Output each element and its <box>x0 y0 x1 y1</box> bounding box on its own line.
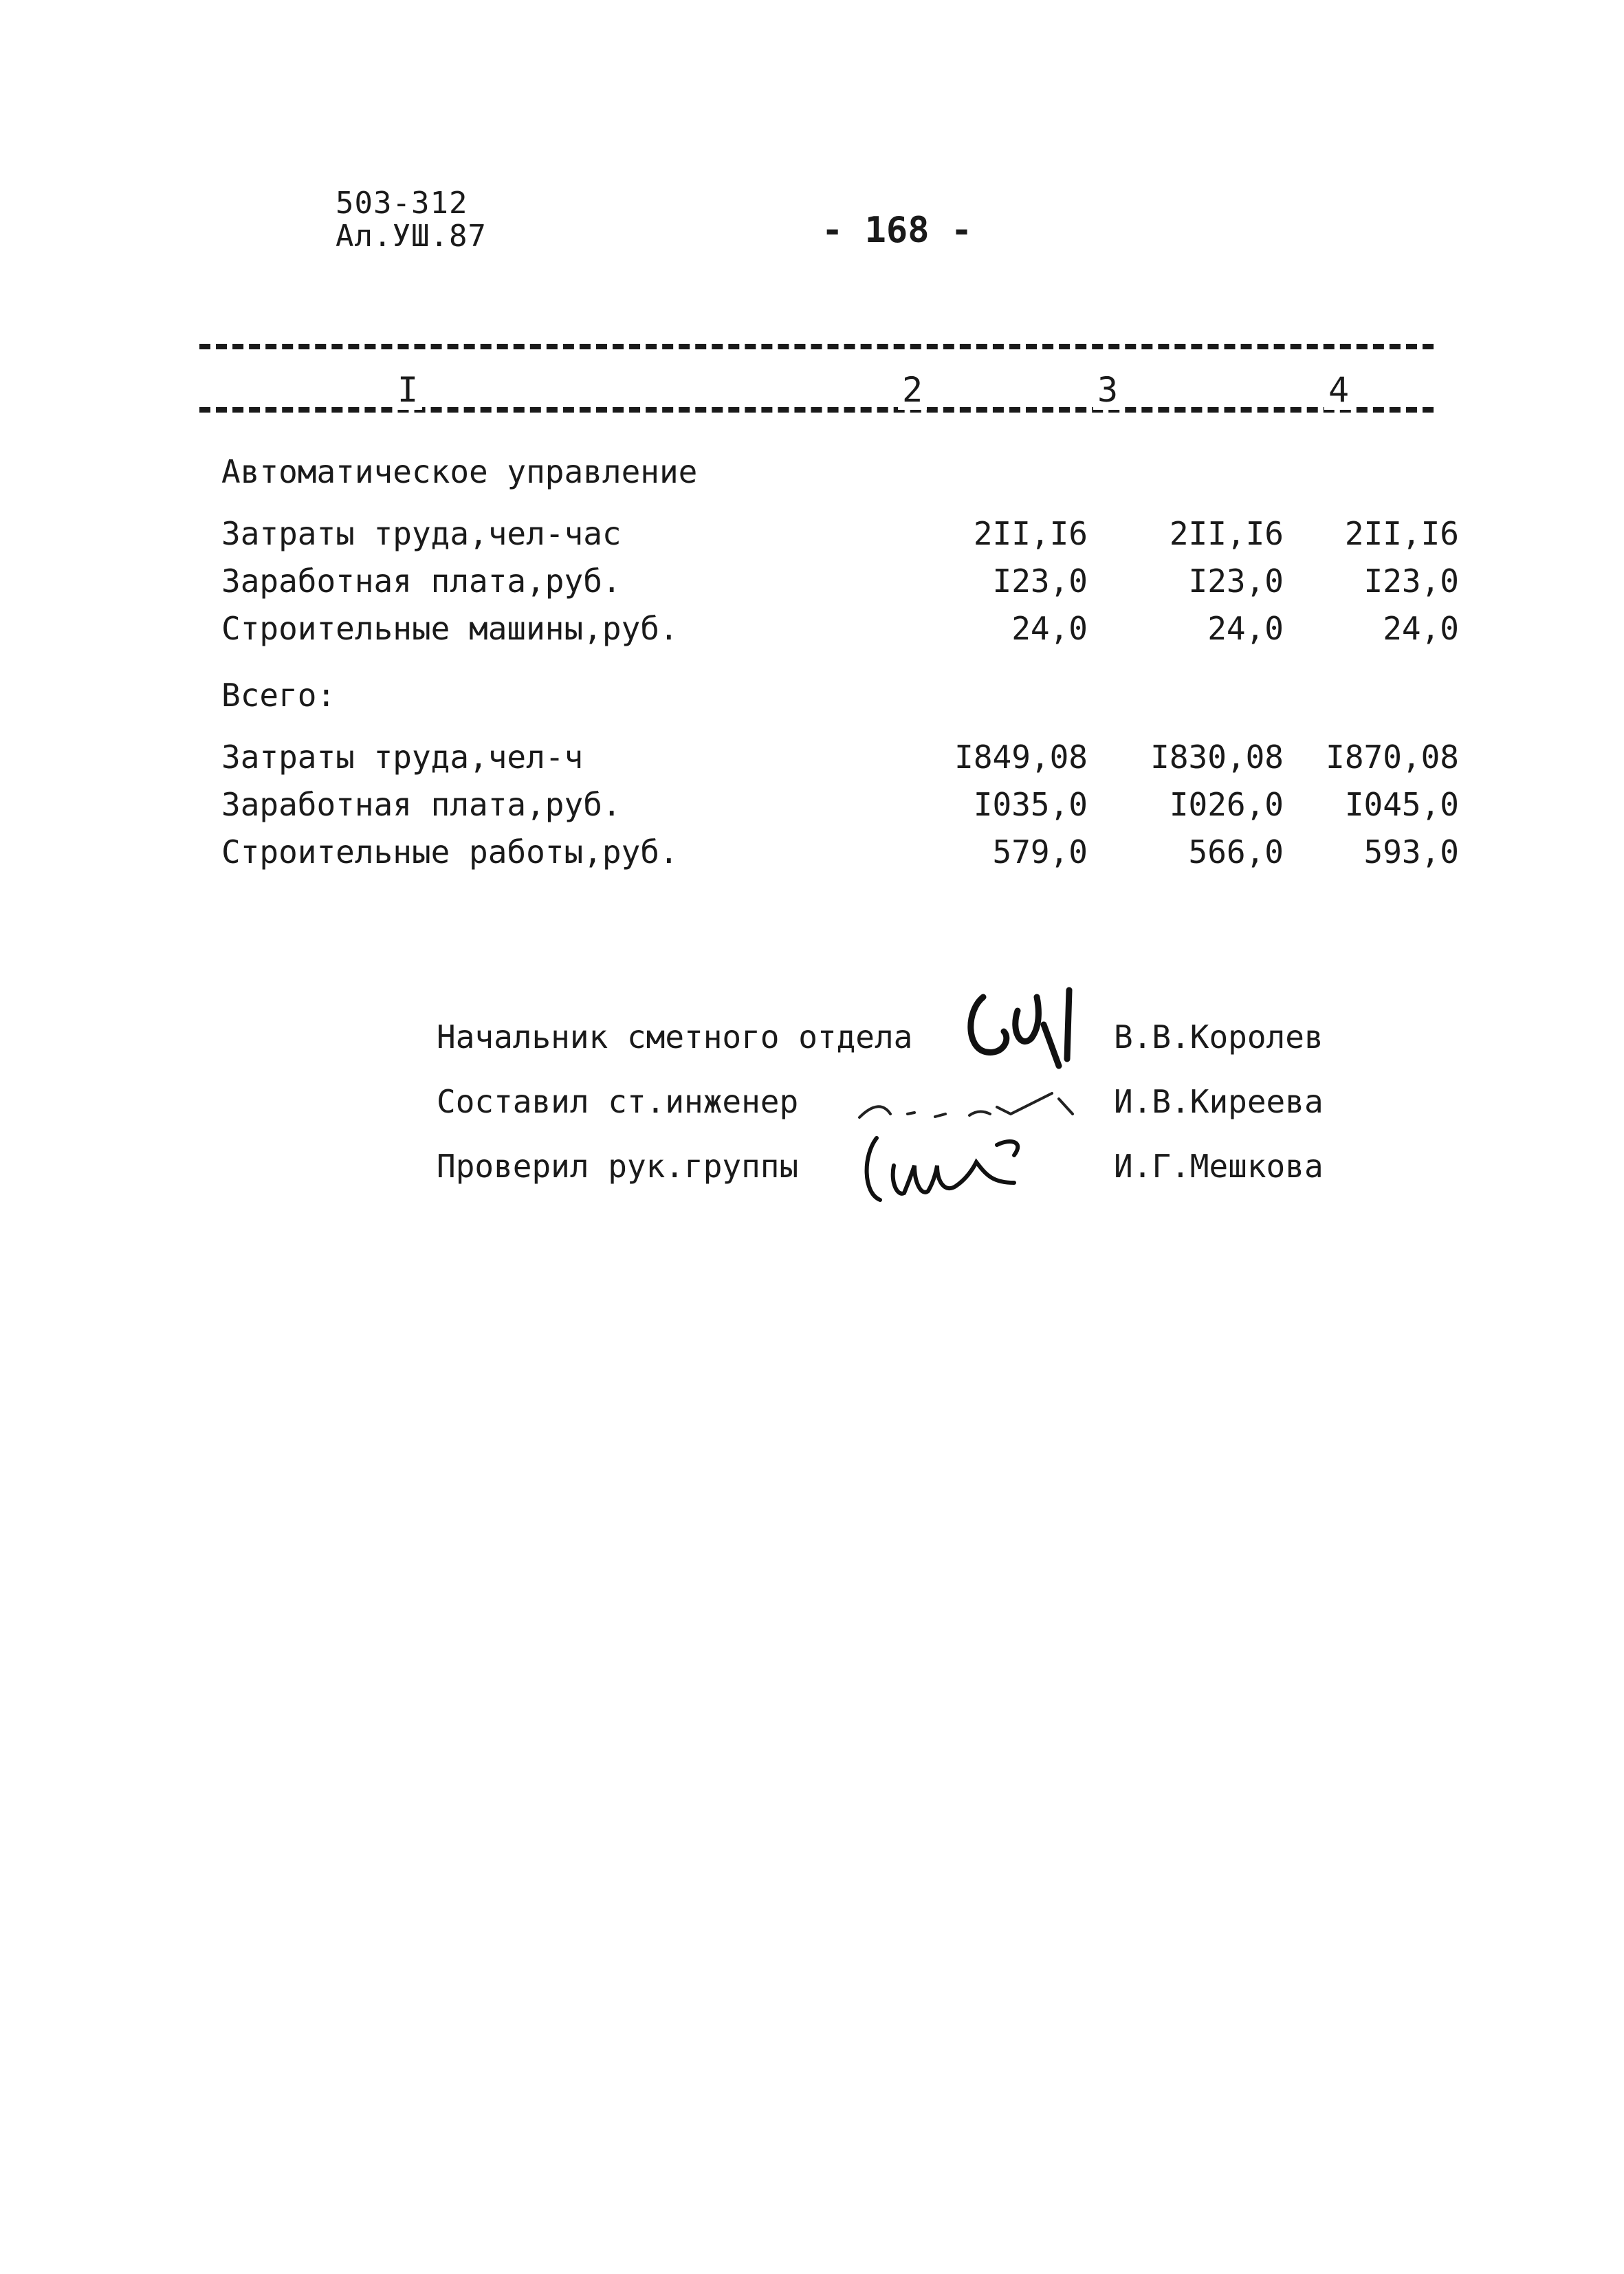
cell-col-2: 579,0 <box>992 833 1088 871</box>
cell-col-2: 2II,I6 <box>973 515 1088 552</box>
row-label: Заработная плата,руб. <box>221 786 622 823</box>
table-row <box>221 833 1459 871</box>
row-label: Строительные машины,руб. <box>221 610 679 647</box>
document-code <box>336 187 487 253</box>
row-label: Затраты труда,чел-ч <box>221 739 584 776</box>
column-number-2: 2 <box>898 370 927 410</box>
page-number: - 168 - <box>822 210 973 251</box>
cell-col-4: 24,0 <box>1383 610 1459 647</box>
cell-col-2: I849,08 <box>954 739 1088 776</box>
row-label: Строительные работы,руб. <box>221 833 679 871</box>
table-row <box>221 785 1459 824</box>
column-number-1: I <box>393 370 422 410</box>
cell-col-3: I830,08 <box>1150 739 1284 776</box>
handwritten-signature-1 <box>956 983 1093 1086</box>
table-row <box>221 738 1459 776</box>
cell-col-2: 24,0 <box>1011 610 1088 647</box>
section-title <box>221 452 1459 491</box>
table-header-rule <box>199 407 1434 413</box>
cell-col-4: 2II,I6 <box>1344 515 1459 552</box>
table-row <box>221 514 1459 553</box>
signature-role-1: Начальник сметного отдела <box>437 1018 913 1056</box>
cell-col-4: I870,08 <box>1326 739 1459 776</box>
column-number-4: 4 <box>1324 370 1353 410</box>
section-title-text: Автоматическое управление <box>221 453 698 490</box>
section-title <box>221 676 1459 714</box>
signature-name-2: И.В.Киреева <box>1114 1083 1324 1120</box>
column-number-3: 3 <box>1093 370 1122 410</box>
row-label: Затраты труда,чел-час <box>221 515 622 552</box>
cell-col-3: I026,0 <box>1169 786 1284 823</box>
table-top-rule <box>199 344 1434 349</box>
cell-col-2: I035,0 <box>973 786 1088 823</box>
signature-role-3: Проверил рук.группы <box>437 1148 799 1185</box>
signature-name-1: В.В.Королев <box>1114 1018 1324 1056</box>
signature-name-3: И.Г.Мешкова <box>1114 1148 1324 1185</box>
document-code-line-1: 503-312 <box>336 186 468 221</box>
cell-col-4: 593,0 <box>1363 833 1459 871</box>
cell-col-4: I23,0 <box>1363 562 1459 600</box>
cell-col-4: I045,0 <box>1344 786 1459 823</box>
document-code-line-2: Ал.УШ.87 <box>336 219 487 254</box>
cell-col-2: I23,0 <box>992 562 1088 600</box>
signature-role-2: Составил ст.инженер <box>437 1083 799 1120</box>
cell-col-3: 566,0 <box>1188 833 1284 871</box>
row-label: Заработная плата,руб. <box>221 562 622 600</box>
handwritten-signature-3 <box>856 1128 1062 1210</box>
cell-col-3: I23,0 <box>1188 562 1284 600</box>
section-title-text: Всего: <box>221 677 336 714</box>
table-row <box>221 562 1459 600</box>
cell-col-3: 2II,I6 <box>1169 515 1284 552</box>
table-row <box>221 609 1459 648</box>
cell-col-3: 24,0 <box>1207 610 1284 647</box>
